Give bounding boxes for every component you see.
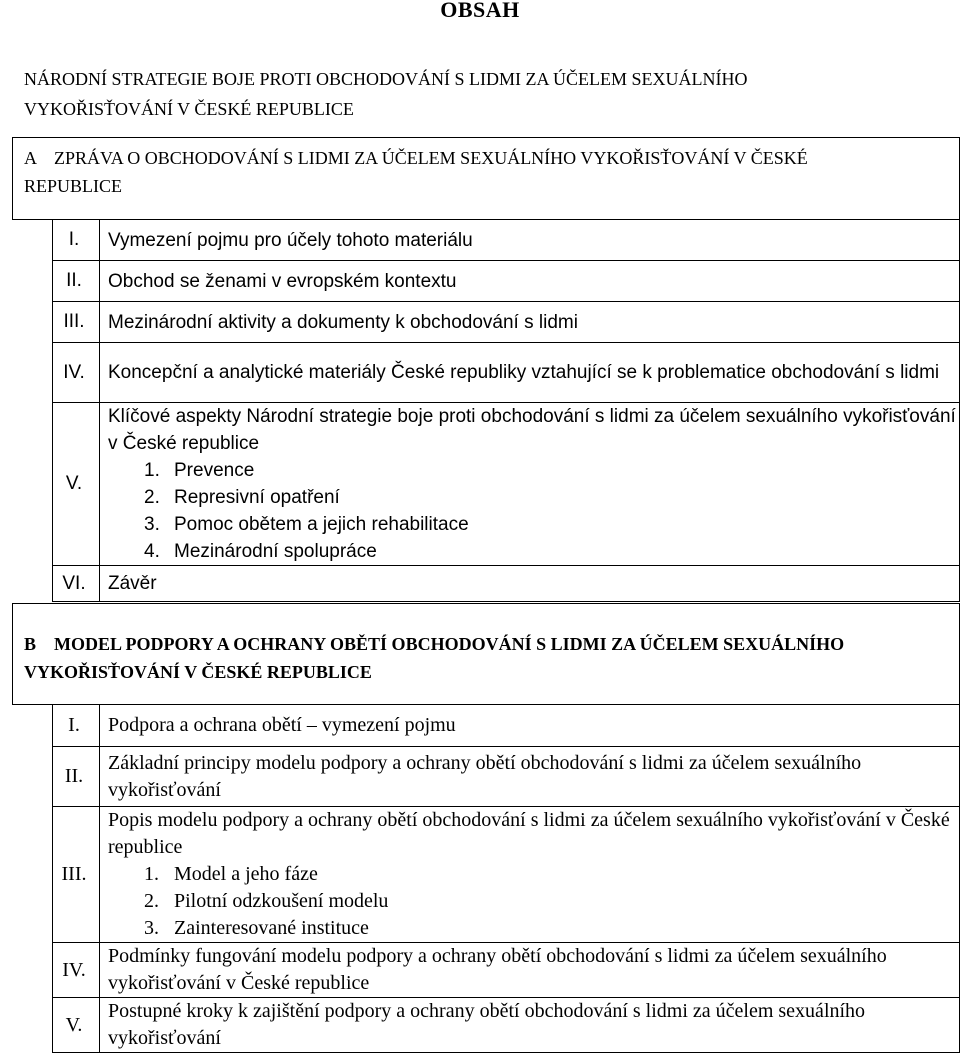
toc-subitem-label: Zainteresované instituce xyxy=(174,917,369,939)
toc-row-number: IV. xyxy=(53,343,100,403)
toc-row-number: I. xyxy=(53,705,100,747)
toc-subitem[interactable] xyxy=(108,484,959,511)
toc-subitem-number: 2. xyxy=(144,487,160,508)
toc-row-link[interactable]: Základní principy modelu podpory a ochrany obětí obchodování s lidmi za účelem sexuálního vykořisťování xyxy=(100,747,960,807)
toc-subitem[interactable] xyxy=(108,888,959,915)
toc-row-link[interactable]: Mezinárodní aktivity a dokumenty k obchodování s lidmi xyxy=(100,302,960,343)
toc-subitem-number: 3. xyxy=(144,917,159,939)
toc-subitem-number: 1. xyxy=(144,863,159,885)
toc-row-link[interactable]: Obchod se ženami v evropském kontextu xyxy=(100,261,960,302)
main-heading-line-2: VYKOŘISŤOVÁNÍ V ČESKÉ REPUBLICE xyxy=(24,99,354,119)
toc-subitem[interactable] xyxy=(108,457,959,484)
toc-row-number: III. xyxy=(53,302,100,343)
toc-row xyxy=(53,998,960,1053)
toc-subitem[interactable] xyxy=(108,538,959,565)
toc-row-number: III. xyxy=(53,807,100,943)
toc-row xyxy=(53,747,960,807)
toc-subitem-number: 3. xyxy=(144,514,160,535)
toc-subitem-label: Model a jeho fáze xyxy=(174,863,318,885)
toc-row-link[interactable]: Závěr xyxy=(100,566,960,602)
toc-row xyxy=(53,220,960,261)
main-heading-line-1: NÁRODNÍ STRATEGIE BOJE PROTI OBCHODOVÁNÍ S LIDMI ZA ÚČELEM SEXUÁLNÍHO xyxy=(24,69,748,89)
toc-row-number: II. xyxy=(53,261,100,302)
toc-subitem-label: Mezinárodní spolupráce xyxy=(174,541,377,562)
toc-subitem-label: Pilotní odzkoušení modelu xyxy=(174,890,389,912)
toc-row xyxy=(53,302,960,343)
toc-row-number: I. xyxy=(53,220,100,261)
toc-row-number: IV. xyxy=(53,943,100,998)
toc-row-link[interactable]: Koncepční a analytické materiály České republiky vztahující se k problematice obchodování s lidmi xyxy=(100,343,960,403)
toc-row-number: II. xyxy=(53,747,100,807)
toc-subitem-label: Pomoc obětem a jejich rehabilitace xyxy=(174,514,469,535)
toc-row xyxy=(53,943,960,998)
toc-row-link[interactable]: Postupné kroky k zajištění podpory a ochrany obětí obchodování s lidmi za účelem sexuálního vykořisťování xyxy=(100,998,960,1053)
section-b-title-line-2: VYKOŘISŤOVÁNÍ V ČESKÉ REPUBLICE xyxy=(24,662,372,682)
main-heading xyxy=(24,64,924,124)
toc-row-link[interactable]: Podpora a ochrana obětí – vymezení pojmu xyxy=(100,705,960,747)
section-b-letter: B xyxy=(24,634,37,654)
section-a-letter: A xyxy=(24,148,37,168)
toc-row-number: VI. xyxy=(53,566,100,602)
toc-row-number: V. xyxy=(53,403,100,566)
toc-row-link[interactable]: Podmínky fungování modelu podpory a ochrany obětí obchodování s lidmi za účelem sexuálního vykořisťování v České republice xyxy=(100,943,960,998)
toc-subitem[interactable] xyxy=(108,511,959,538)
toc-subitem-number: 4. xyxy=(144,541,160,562)
section-b-heading xyxy=(24,630,844,686)
toc-row-content xyxy=(100,403,960,566)
toc-subitem[interactable] xyxy=(108,915,959,942)
section-b-title-line-1: MODEL PODPORY A OCHRANY OBĚTÍ OBCHODOVÁNÍ S LIDMI ZA ÚČELEM SEXUÁLNÍHO xyxy=(54,634,845,654)
toc-subitem-number: 2. xyxy=(144,890,159,912)
toc-row xyxy=(53,343,960,403)
section-a-title-line-1: ZPRÁVA O OBCHODOVÁNÍ S LIDMI ZA ÚČELEM SEXUÁLNÍHO VYKOŘISŤOVÁNÍ V ČESKÉ xyxy=(54,148,808,168)
toc-row xyxy=(53,807,960,943)
toc-subitem-label: Prevence xyxy=(174,460,255,481)
toc-row-content xyxy=(100,807,960,943)
page-title: OBSAH xyxy=(440,0,520,22)
section-a-table xyxy=(52,219,960,602)
toc-subitem[interactable] xyxy=(108,861,959,888)
toc-subitem-label: Represivní opatření xyxy=(174,487,340,508)
section-b-table xyxy=(52,704,960,1053)
toc-row-link[interactable]: Vymezení pojmu pro účely tohoto materiálu xyxy=(100,220,960,261)
toc-row xyxy=(53,566,960,602)
toc-subitem-number: 1. xyxy=(144,460,160,481)
toc-row xyxy=(53,403,960,566)
section-a-heading xyxy=(24,144,808,200)
toc-row-link[interactable]: Popis modelu podpory a ochrany obětí obchodování s lidmi za účelem sexuálního vykořisťování v České republice xyxy=(108,809,950,858)
toc-row-number: V. xyxy=(53,998,100,1053)
section-a-title-line-2: REPUBLICE xyxy=(24,176,123,196)
toc-row xyxy=(53,261,960,302)
toc-row xyxy=(53,705,960,747)
toc-row-link[interactable]: Klíčové aspekty Národní strategie boje proti obchodování s lidmi za účelem sexuálního vykořisťování v České republice xyxy=(108,406,956,454)
